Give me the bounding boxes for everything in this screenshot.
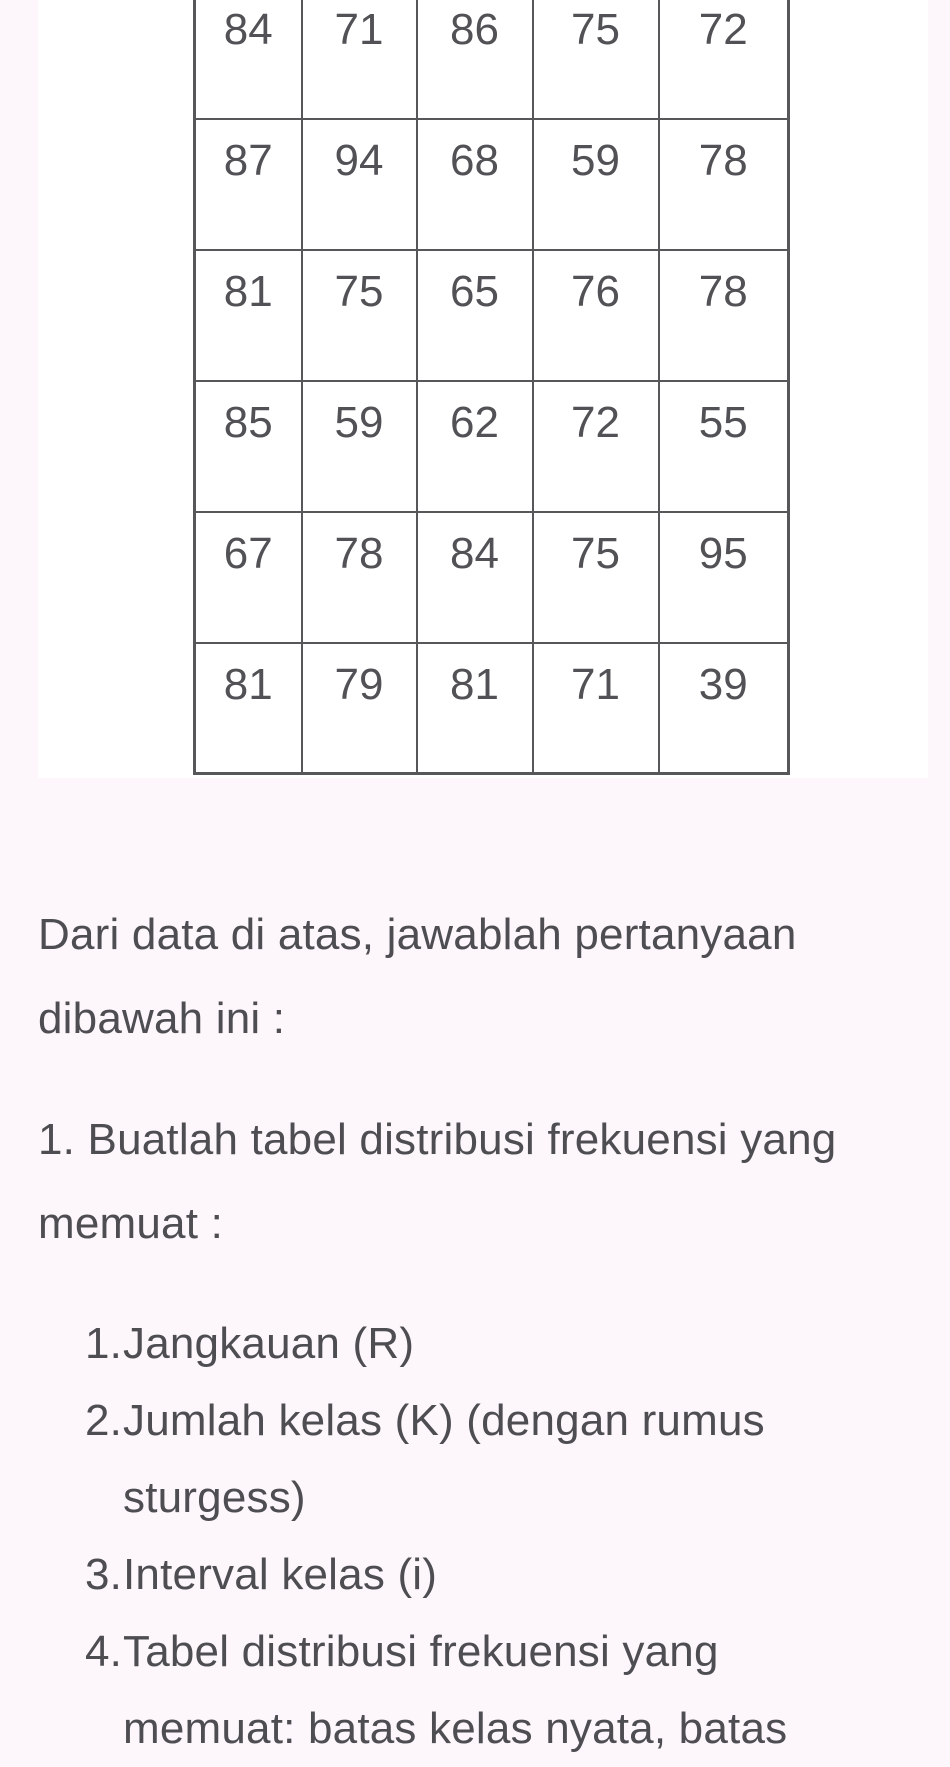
- list-item-text: [123, 1305, 414, 1382]
- list-item-line: Jumlah kelas (K) (dengan rumus: [123, 1396, 765, 1445]
- list-item-line: Tabel distribusi frekuensi yang: [123, 1627, 719, 1676]
- table-cell: 68: [417, 119, 533, 250]
- table-cell: 39: [659, 643, 789, 774]
- list-item-text: [123, 1536, 437, 1613]
- table-cell: 95: [659, 512, 789, 643]
- list-item-number: 4.: [85, 1627, 123, 1676]
- table-cell: 75: [533, 0, 659, 119]
- task-line-2: memuat :: [38, 1199, 223, 1248]
- list-item-interval-kelas: [85, 1536, 787, 1613]
- intro-paragraph: [38, 893, 797, 1061]
- table-cell: 71: [533, 643, 659, 774]
- data-table-panel: [38, 0, 928, 778]
- table-row: [195, 512, 789, 643]
- table-cell: 94: [302, 119, 417, 250]
- table-cell: 72: [659, 0, 789, 119]
- list-item-number: 1.: [85, 1319, 123, 1368]
- table-row: [195, 119, 789, 250]
- table-cell: 65: [417, 250, 533, 381]
- table-cell: 75: [533, 512, 659, 643]
- table-cell: 72: [533, 381, 659, 512]
- table-cell: 86: [417, 0, 533, 119]
- table-cell: 79: [302, 643, 417, 774]
- task-paragraph: [38, 1098, 836, 1266]
- table-cell: 71: [302, 0, 417, 119]
- table-row: [195, 381, 789, 512]
- table-cell: 76: [533, 250, 659, 381]
- list-item-number: 3.: [85, 1550, 123, 1599]
- list-item-number: 2.: [85, 1396, 123, 1445]
- table-cell: 59: [533, 119, 659, 250]
- table-cell: 62: [417, 381, 533, 512]
- list-item-line: Jangkauan (R): [123, 1319, 415, 1368]
- data-table: [193, 0, 790, 775]
- table-row: [195, 0, 789, 119]
- list-item-text: [123, 1613, 787, 1767]
- table-cell: 78: [659, 119, 789, 250]
- table-row: [195, 643, 789, 774]
- table-cell: 59: [302, 381, 417, 512]
- table-cell: 78: [659, 250, 789, 381]
- list-item-line: sturgess): [123, 1473, 306, 1522]
- list-item-jumlah-kelas: [85, 1382, 787, 1536]
- table-row: [195, 250, 789, 381]
- intro-line-2: dibawah ini :: [38, 994, 286, 1043]
- data-table-body: [195, 0, 789, 774]
- list-item-text: [123, 1382, 765, 1536]
- table-cell: 85: [195, 381, 302, 512]
- table-cell: 81: [417, 643, 533, 774]
- table-cell: 78: [302, 512, 417, 643]
- list-item-jangkauan: [85, 1305, 787, 1382]
- table-cell: 75: [302, 250, 417, 381]
- requirements-list: [85, 1305, 787, 1767]
- table-cell: 87: [195, 119, 302, 250]
- list-item-tabel-distribusi: [85, 1613, 787, 1767]
- list-item-line: memuat: batas kelas nyata, batas: [123, 1704, 788, 1753]
- table-cell: 55: [659, 381, 789, 512]
- table-cell: 81: [195, 250, 302, 381]
- table-cell: 84: [195, 0, 302, 119]
- list-item-line: Interval kelas (i): [123, 1550, 438, 1599]
- table-cell: 81: [195, 643, 302, 774]
- table-cell: 84: [417, 512, 533, 643]
- table-cell: 67: [195, 512, 302, 643]
- intro-line-1: Dari data di atas, jawablah pertanyaan: [38, 910, 797, 959]
- task-line-1: 1. Buatlah tabel distribusi frekuensi yang: [38, 1115, 837, 1164]
